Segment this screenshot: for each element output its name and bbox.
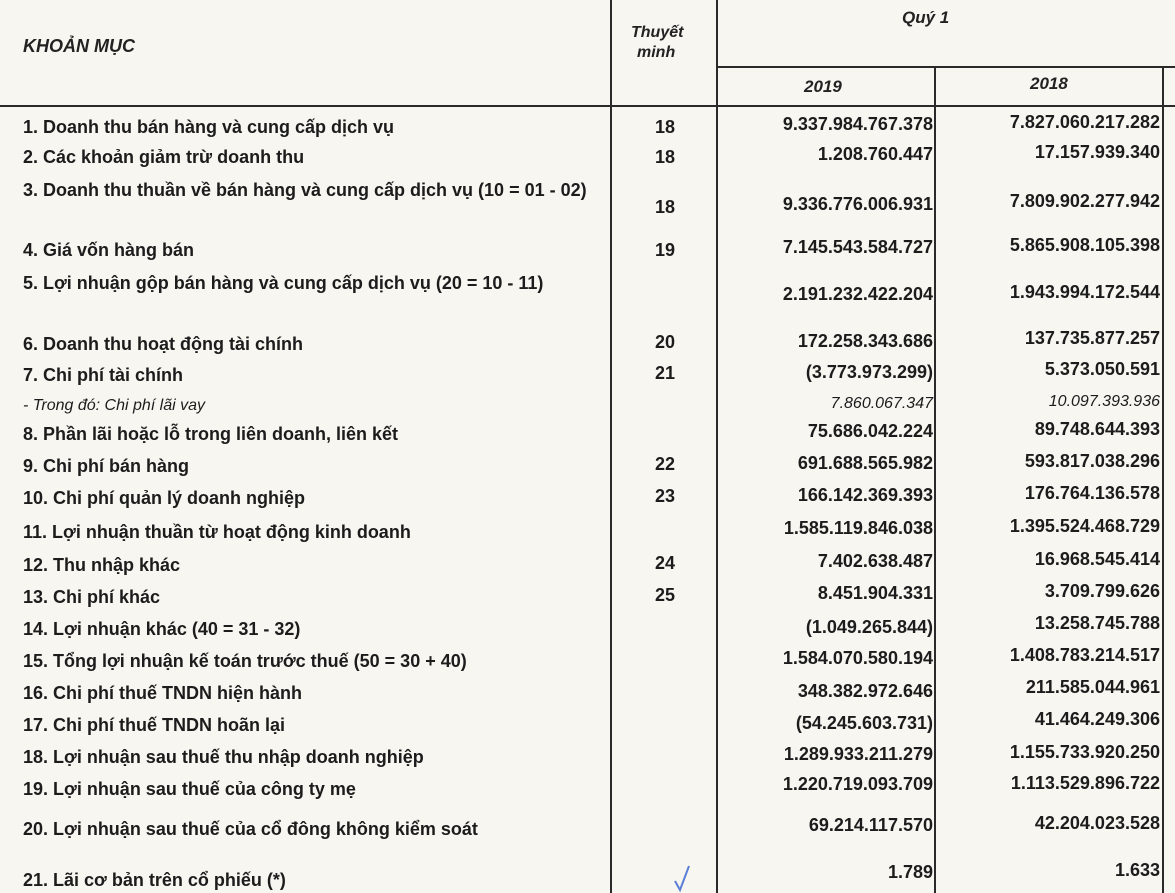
row-value-2019: 1.289.933.211.279	[783, 744, 933, 764]
row-7	[0, 359, 1175, 395]
row-label: - Trong đó: Chi phí lãi vay	[23, 397, 206, 414]
row-value-2018: 593.817.038.296	[1024, 451, 1160, 471]
row-label: 12. Thu nhập khác	[23, 555, 181, 575]
row-value-2019: (1.049.265.844)	[805, 617, 933, 637]
row-value-2018: 7.809.902.277.942	[1009, 191, 1160, 211]
row-value-2018: 7.827.060.217.282	[1009, 112, 1160, 132]
row-label: 10. Chi phí quản lý doanh nghiệp	[23, 488, 306, 508]
row-label: 1. Doanh thu bán hàng và cung cấp dịch vụ	[23, 117, 395, 137]
row-value-2019: 75.686.042.224	[807, 421, 933, 441]
row-15	[0, 645, 1175, 679]
row-value-2019: (54.245.603.731)	[795, 713, 933, 733]
header-note-label-line1: Thuyết	[631, 24, 684, 41]
row-9	[0, 451, 1175, 486]
row-label: 13. Chi phí khác	[23, 587, 161, 607]
row-label: 15. Tổng lợi nhuận kế toán trước thuế (50 = 30 + 40)	[23, 651, 467, 671]
row-value-2018: 42.204.023.528	[1034, 813, 1160, 833]
row-11	[0, 516, 1175, 550]
row-label: 3. Doanh thu thuần về bán hàng và cung cấp dịch vụ (10 = 01 - 02)	[23, 180, 587, 200]
row-3	[0, 179, 1175, 239]
row-value-2018: 16.968.545.414	[1034, 549, 1160, 569]
row-20	[0, 815, 1175, 845]
row-value-2018: 211.585.044.961	[1025, 677, 1160, 697]
row-12	[0, 549, 1175, 583]
row-label: 18. Lợi nhuận sau thuế thu nhập doanh nghiệp	[23, 747, 424, 767]
header-rule-bottom	[0, 105, 1175, 107]
row-value-2019: 1.220.719.093.709	[782, 774, 933, 794]
row-5	[0, 272, 1175, 332]
row-value-2019: (3.773.973.299)	[805, 362, 933, 382]
row-4	[0, 235, 1175, 270]
row-label: 8. Phần lãi hoặc lỗ trong liên doanh, liên kết	[23, 424, 399, 444]
row-13	[0, 581, 1175, 615]
row-value-2018: 1.155.733.920.250	[1009, 742, 1160, 762]
row-label: 4. Giá vốn hàng bán	[23, 240, 195, 260]
header-rule-top-of-years	[718, 66, 1175, 68]
row-value-2019: 1.584.070.580.194	[782, 648, 933, 668]
row-label: 9. Chi phí bán hàng	[23, 456, 189, 476]
row-note: 25	[654, 585, 676, 605]
row-value-2018: 41.464.249.306	[1034, 709, 1160, 729]
row-value-2019: 2.191.232.422.204	[782, 284, 933, 304]
row-note: 18	[654, 147, 676, 167]
row-note: 22	[654, 454, 676, 474]
row-value-2019: 1.585.119.846.038	[783, 518, 933, 538]
row-value-2019: 9.337.984.767.378	[782, 114, 933, 134]
row-10	[0, 483, 1175, 518]
row-value-2019: 9.336.776.006.931	[782, 194, 933, 214]
row-label: 7. Chi phí tài chính	[23, 365, 184, 385]
header-note-label-line2: minh	[637, 44, 676, 61]
row-value-2018: 1.943.994.172.544	[1009, 282, 1160, 302]
pen-check-mark	[672, 863, 692, 893]
row-1	[0, 112, 1175, 147]
row-value-2019: 166.142.369.393	[797, 485, 933, 505]
row-6	[0, 328, 1175, 364]
row-value-2019: 172.258.343.686	[797, 331, 933, 351]
row-value-2018: 1.633	[1114, 860, 1160, 880]
row-note: 18	[654, 117, 676, 137]
row-value-2018: 17.157.939.340	[1034, 142, 1160, 162]
row-label: 21. Lãi cơ bản trên cổ phiếu (*)	[23, 870, 286, 890]
row-2	[0, 142, 1175, 177]
row-label: 14. Lợi nhuận khác (40 = 31 - 32)	[23, 619, 301, 639]
row-value-2019: 691.688.565.982	[797, 453, 933, 473]
row-note: 24	[654, 553, 676, 573]
row-value-2018: 3.709.799.626	[1044, 581, 1160, 601]
row-value-2019: 348.382.972.646	[797, 681, 933, 701]
row-value-2018: 5.373.050.591	[1044, 359, 1160, 379]
row-value-2018: 1.113.529.896.722	[1010, 773, 1160, 793]
row-8	[0, 419, 1175, 454]
header-year-2019: 2019	[804, 77, 842, 96]
row-value-2018: 1.395.524.468.729	[1009, 516, 1160, 536]
row-label: 2. Các khoản giảm trừ doanh thu	[23, 147, 305, 167]
row-value-2019: 1.208.760.447	[817, 144, 933, 164]
row-label: 19. Lợi nhuận sau thuế của công ty mẹ	[23, 779, 356, 799]
row-value-2019: 8.451.904.331	[817, 583, 933, 603]
row-value-2018: 13.258.745.788	[1034, 613, 1160, 633]
row-18	[0, 742, 1175, 775]
row-value-2018: 176.764.136.578	[1024, 483, 1160, 503]
row-note: 20	[654, 332, 676, 352]
row-label: 20. Lợi nhuận sau thuế của cổ đông không kiểm soát	[23, 819, 478, 839]
row-value-2019: 7.145.543.584.727	[782, 237, 933, 257]
row-value-2018: 10.097.393.936	[1048, 393, 1160, 410]
row-17	[0, 709, 1175, 743]
row-value-2019: 69.214.117.570	[808, 815, 933, 835]
row-note: 23	[654, 486, 676, 506]
row-14	[0, 613, 1175, 647]
row-note: 21	[654, 363, 676, 383]
row-value-2018: 1.408.783.214.517	[1009, 645, 1160, 665]
row-7-sub	[0, 395, 1175, 425]
row-16	[0, 677, 1175, 711]
row-note: 18	[654, 197, 676, 217]
row-value-2019: 7.402.638.487	[817, 551, 933, 571]
header-period: Quý 1	[902, 8, 950, 27]
row-label: 5. Lợi nhuận gộp bán hàng và cung cấp dịch vụ (20 = 10 - 11)	[23, 273, 544, 293]
header-year-2018: 2018	[1030, 74, 1068, 93]
row-note: 19	[654, 240, 676, 260]
row-value-2019: 7.860.067.347	[830, 395, 933, 412]
header-item-label: KHOẢN MỤC	[23, 36, 135, 56]
row-value-2018: 5.865.908.105.398	[1009, 235, 1160, 255]
row-21	[0, 858, 1175, 888]
row-label: 17. Chi phí thuế TNDN hoãn lại	[23, 715, 286, 735]
row-value-2018: 137.735.877.257	[1024, 328, 1160, 348]
row-value-2018: 89.748.644.393	[1034, 419, 1160, 439]
row-19	[0, 773, 1175, 807]
row-label: 11. Lợi nhuận thuần từ hoạt động kinh doanh	[23, 522, 411, 542]
row-label: 6. Doanh thu hoạt động tài chính	[23, 334, 303, 354]
row-label: 16. Chi phí thuế TNDN hiện hành	[23, 683, 302, 703]
row-value-2019: 1.789	[887, 862, 933, 882]
